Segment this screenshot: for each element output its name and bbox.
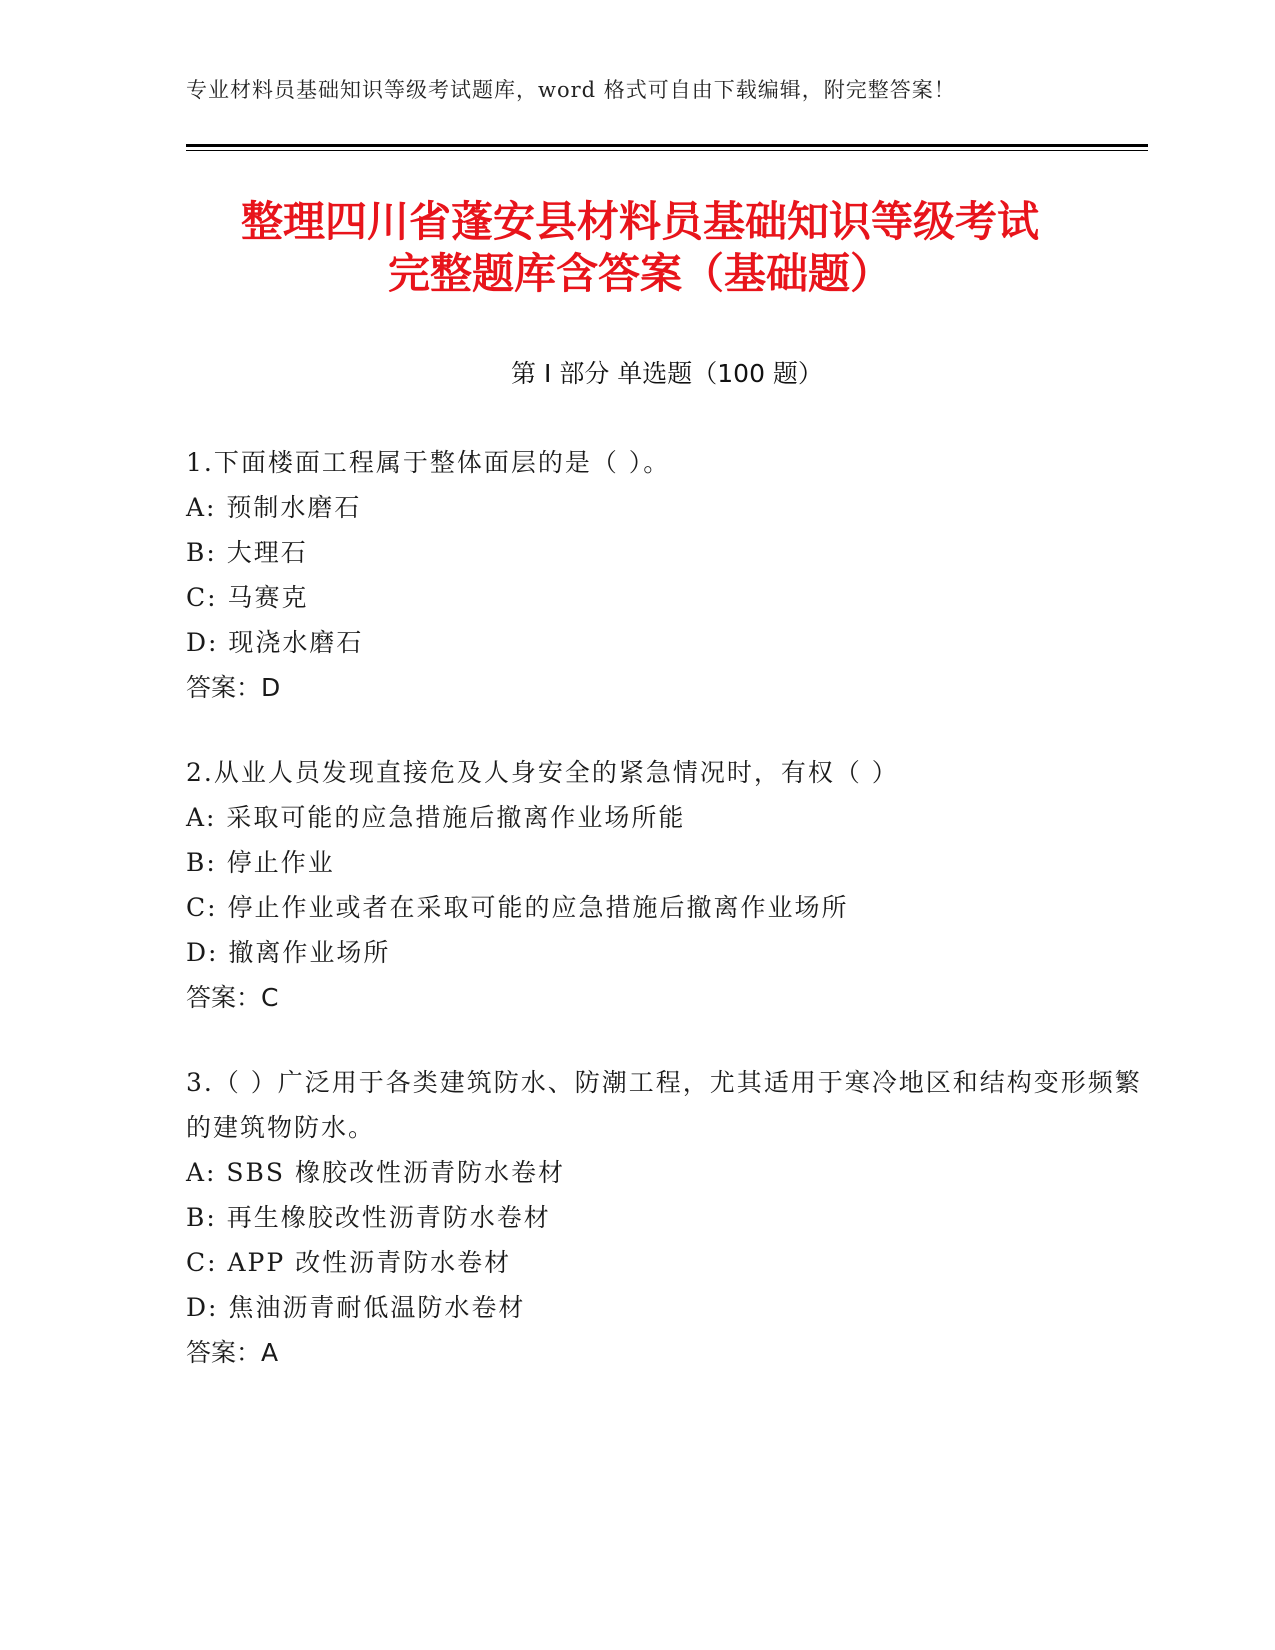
option-c: C: 马赛克: [186, 583, 309, 612]
question-3: [186, 1060, 1146, 1375]
page-header: 专业材料员基础知识等级考试题库，word 格式可自由下载编辑，附完整答案！: [186, 78, 956, 102]
option-d: D: 撤离作业场所: [186, 938, 391, 967]
question-text: 3.（ ）广泛用于各类建筑防水、防潮工程，尤其适用于寒冷地区和结构变形频繁的建筑物防水。: [186, 1068, 1142, 1142]
question-2: [186, 750, 1146, 1020]
option-a: A: 采取可能的应急措施后撤离作业场所能: [186, 803, 686, 832]
option-a: A: SBS 橡胶改性沥青防水卷材: [186, 1158, 565, 1187]
option-a: A: 预制水磨石: [186, 493, 362, 522]
question-list: [186, 440, 1146, 1415]
option-b: B: 再生橡胶改性沥青防水卷材: [186, 1203, 551, 1232]
answer: 答案：C: [186, 983, 279, 1012]
document-title: [160, 196, 1120, 300]
option-c: C: APP 改性沥青防水卷材: [186, 1248, 512, 1277]
answer: 答案：D: [186, 673, 281, 702]
option-c: C: 停止作业或者在采取可能的应急措施后撤离作业场所: [186, 893, 849, 922]
title-line-2: 完整题库含答案（基础题）: [387, 249, 892, 298]
option-d: D: 焦油沥青耐低温防水卷材: [186, 1293, 526, 1322]
header-rule-thick: [186, 144, 1148, 147]
option-b: B: 大理石: [186, 538, 308, 567]
header-rule-thin: [186, 150, 1148, 151]
question-text: 1.下面楼面工程属于整体面层的是（ ）。: [186, 448, 671, 477]
section-title: 第 I 部分 单选题（100 题）: [511, 359, 823, 388]
question-1: [186, 440, 1146, 710]
option-b: B: 停止作业: [186, 848, 335, 877]
question-text: 2.从业人员发现直接危及人身安全的紧急情况时，有权（ ）: [186, 758, 899, 787]
title-line-1: 整理四川省蓬安县材料员基础知识等级考试: [240, 197, 1039, 246]
option-d: D: 现浇水磨石: [186, 628, 364, 657]
answer: 答案：A: [186, 1338, 279, 1367]
